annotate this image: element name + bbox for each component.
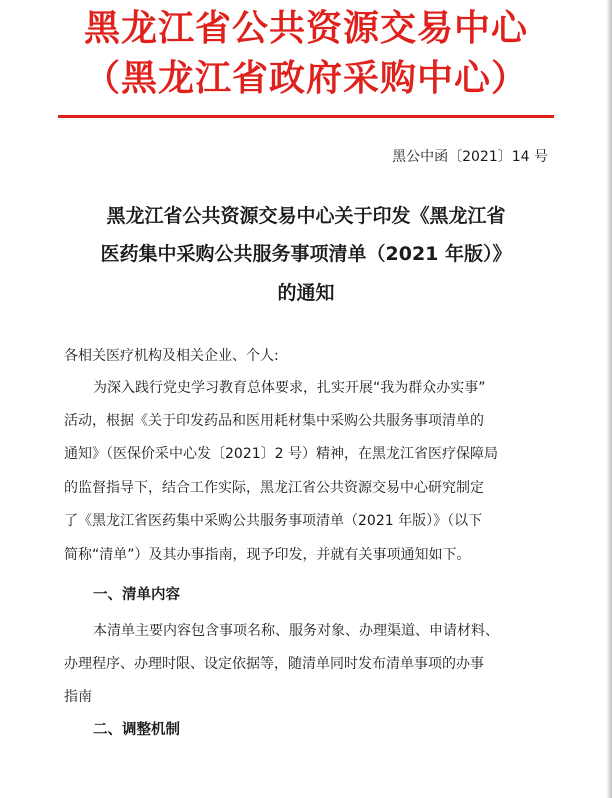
paragraph-2-line: 指南: [64, 689, 92, 705]
paragraph-1-line: 活动，根据《关于印发药品和医用耗材集中采购公共服务事项清单的: [64, 413, 484, 429]
paragraph-2-line: 办理程序、办理时限、设定依据等，随清单同时发布清单事项的办事: [64, 656, 484, 672]
letterhead-org-alias: （黑龙江省政府采购中心）: [83, 57, 528, 99]
document-title-line-3: 的通知: [277, 282, 335, 304]
section-1-heading: 一、清单内容: [93, 587, 180, 603]
page-edge-shadow: [606, 0, 612, 798]
document-title-line-1: 黑龙江省公共资源交易中心关于印发《黑龙江省: [106, 205, 506, 227]
paragraph-1-line: 的监督指导下，结合工作实际，黑龙江省公共资源交易中心研究制定: [64, 480, 484, 496]
paragraph-1-line: 通知》（医保价采中心发〔2021〕2 号）精神，在黑龙江省医疗保障局: [64, 446, 498, 462]
letterhead-org-name: 黑龙江省公共资源交易中心: [83, 7, 528, 49]
paragraph-2-line: 本清单主要内容包含事项名称、服务对象、办理渠道、申请材料、: [93, 623, 499, 639]
letterhead-red-rule: [58, 115, 554, 118]
paragraph-1-line: 为深入践行党史学习教育总体要求，扎实开展“我为群众办实事”: [93, 380, 486, 396]
salutation: 各相关医疗机构及相关企业、个人:: [64, 348, 279, 364]
section-2-heading: 二、调整机制: [93, 722, 180, 738]
paragraph-1-line: 了《黑龙江省医药集中采购公共服务事项清单（2021 年版）》（以下: [64, 513, 483, 529]
paragraph-1-line: 简称“清单”）及其办事指南，现予印发，并就有关事项通知如下。: [64, 547, 471, 563]
document-title-line-2: 医药集中采购公共服务事项清单（2021 年版）》: [100, 243, 512, 265]
document-number: 黑公中函〔2021〕14 号: [392, 149, 548, 165]
